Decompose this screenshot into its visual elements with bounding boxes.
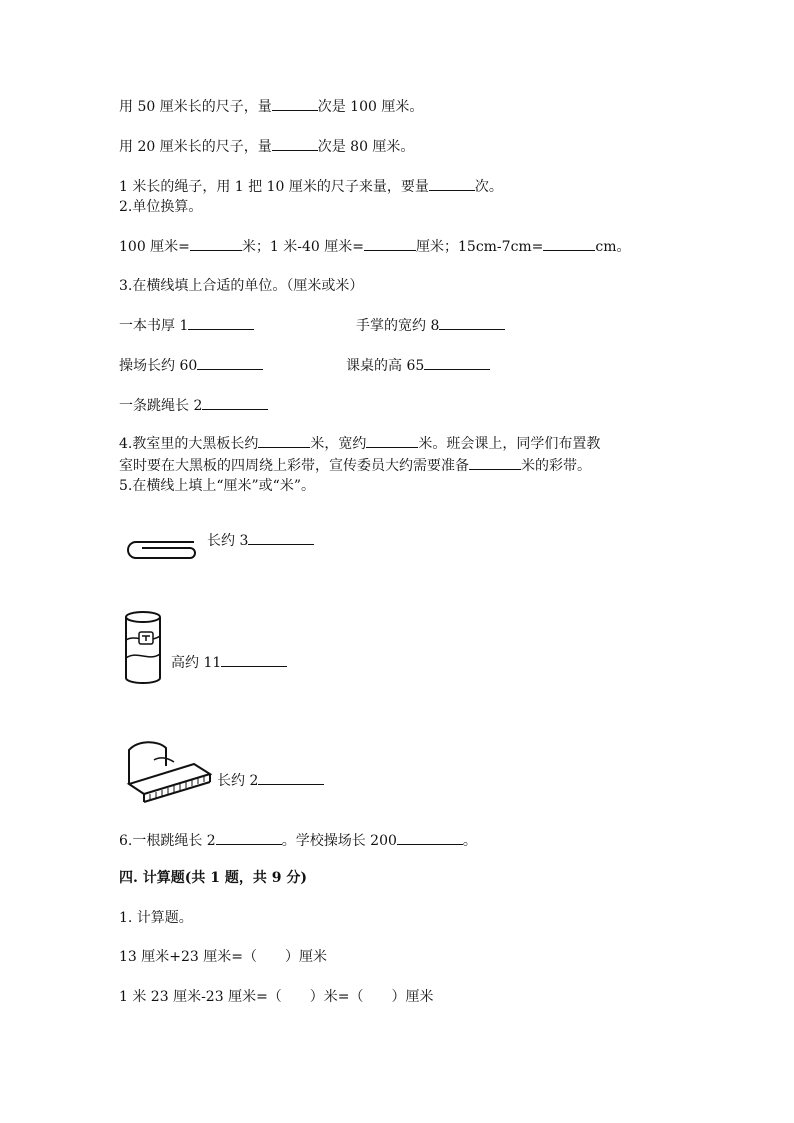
question-text: 用 50 厘米长的尺子，量 [119, 99, 272, 115]
question-text: 6.一根跳绳长 2 [119, 833, 216, 849]
q2-title: 2.单位换算。 [119, 199, 203, 215]
answer-blank[interactable] [221, 652, 287, 667]
answer-blank[interactable] [258, 433, 310, 448]
q3-item [119, 355, 263, 376]
q6-line [119, 830, 477, 851]
question-text: 次。 [474, 179, 503, 195]
q3-item [346, 355, 490, 376]
question-text: 操场长约 60 [119, 358, 198, 374]
question-text: 。学校操场长 200 [281, 833, 397, 849]
answer-blank[interactable] [258, 770, 324, 785]
answer-blank[interactable] [429, 176, 475, 191]
question-text: 厘米；15cm-7cm= [416, 239, 544, 255]
calc-line: 1 米 23 厘米-23 厘米=（ ）米=（ ）厘米 [119, 989, 434, 1005]
question-text: 米；1 米-40 厘米= [241, 239, 364, 255]
question-text: cm。 [595, 239, 631, 255]
q3-item [119, 395, 268, 416]
question-text: 高约 11 [171, 655, 222, 671]
calc-line: 13 厘米+23 厘米=（ ）厘米 [119, 949, 327, 965]
question-text: 米，宽约 [310, 436, 367, 452]
q5-item [217, 770, 324, 791]
answer-blank[interactable] [469, 455, 521, 470]
q5-title: 5.在横线上填上“厘米”或“米”。 [119, 478, 315, 494]
answer-blank[interactable] [397, 830, 463, 845]
question-text: 次是 100 厘米。 [317, 99, 424, 115]
answer-blank[interactable] [248, 530, 314, 545]
question-text: 100 厘米= [119, 239, 190, 255]
q2-line [119, 236, 631, 257]
question-text: 长约 2 [217, 773, 259, 789]
question-text: 米。班会课上，同学们布置教 [418, 436, 601, 452]
question-text: 。 [462, 833, 477, 849]
q4-line [119, 455, 591, 476]
bed-icon [124, 736, 216, 806]
answer-blank[interactable] [216, 830, 282, 845]
answer-blank[interactable] [190, 236, 242, 251]
question-text: 次是 80 厘米。 [317, 139, 415, 155]
answer-blank[interactable] [272, 136, 318, 151]
q4-line [119, 433, 600, 454]
q3-title: 3.在横线填上合适的单位。（厘米或米） [119, 278, 364, 294]
question-text: 长约 3 [207, 533, 249, 549]
answer-blank[interactable] [197, 355, 263, 370]
paperclip-icon [124, 536, 202, 564]
answer-blank[interactable] [364, 236, 416, 251]
question-text: 4.教室里的大黑板长约 [119, 436, 259, 452]
q3-item [356, 315, 505, 336]
question-text: 用 20 厘米长的尺子，量 [119, 139, 272, 155]
question-text: 手掌的宽约 8 [356, 318, 440, 334]
question-line [119, 96, 423, 117]
answer-blank[interactable] [202, 395, 268, 410]
q5-item [207, 530, 314, 551]
question-line [119, 176, 503, 197]
section-heading: 四. 计算题(共 1 题，共 9 分) [119, 870, 307, 886]
question-text: 课桌的高 65 [346, 358, 425, 374]
answer-blank[interactable] [272, 96, 318, 111]
answer-blank[interactable] [439, 315, 505, 330]
q5-item [171, 652, 287, 673]
question-text: 一条跳绳长 2 [119, 398, 203, 414]
answer-blank[interactable] [188, 315, 254, 330]
question-title: 1. 计算题。 [119, 910, 193, 926]
question-text: 室时要在大黑板的四周绕上彩带，宣传委员大约需要准备 [119, 458, 469, 474]
question-text: 一本书厚 1 [119, 318, 189, 334]
soda-can-icon [119, 610, 171, 686]
q3-item [119, 315, 254, 336]
answer-blank[interactable] [424, 355, 490, 370]
answer-blank[interactable] [366, 433, 418, 448]
answer-blank[interactable] [543, 236, 595, 251]
question-text: 1 米长的绳子，用 1 把 10 厘米的尺子来量，要量 [119, 179, 429, 195]
question-text: 米的彩带。 [521, 458, 591, 474]
question-line [119, 136, 414, 157]
